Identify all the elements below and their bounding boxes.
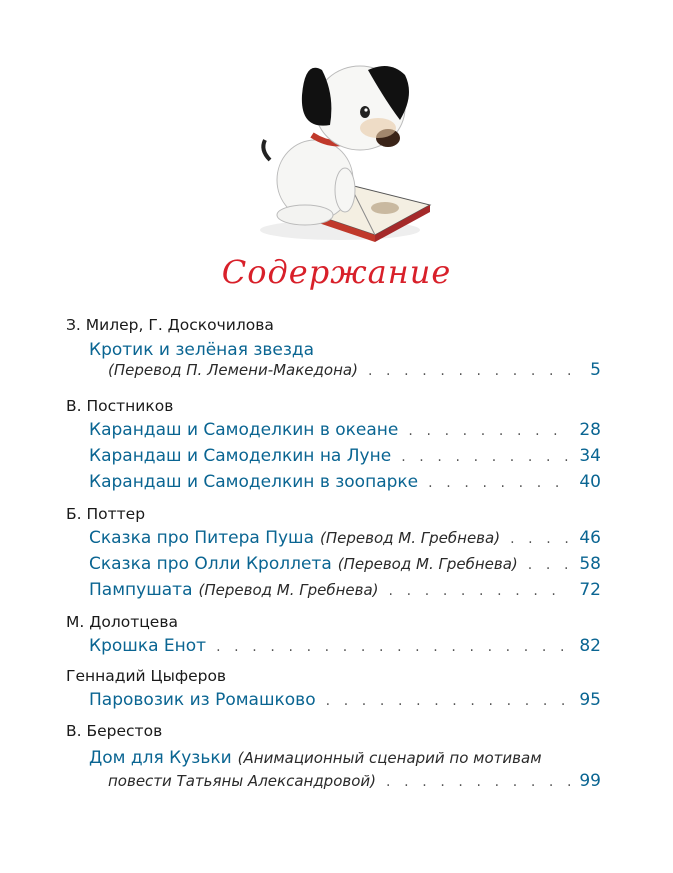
toc-entry[interactable]	[89, 690, 601, 714]
entry-title: Сказка про Питера Пуша	[89, 528, 315, 548]
leader-dots	[216, 639, 571, 655]
entry-note: (Анимационный сценарий по мотивам	[237, 749, 542, 767]
entry-title: Крошка Енот	[89, 636, 207, 656]
entry-title: Карандаш и Самоделкин в океане	[89, 420, 399, 440]
puppy-reading-book-illustration	[240, 40, 440, 250]
entry-title: Дом для Кузьки	[89, 748, 232, 768]
leader-dots	[368, 363, 582, 379]
toc-entry[interactable]	[89, 748, 601, 772]
page-number: 40	[579, 472, 601, 492]
author-name: М. Долотцева	[66, 613, 178, 631]
toc-entry[interactable]	[89, 528, 601, 552]
entry-note: (Перевод М. Гребнева)	[320, 529, 501, 547]
leader-dots	[386, 774, 571, 790]
leader-dots	[528, 557, 572, 573]
page-number: 95	[579, 690, 601, 710]
toc-entry[interactable]	[89, 580, 601, 604]
author-name: В. Берестов	[66, 722, 163, 740]
entry-title: Паровозик из Ромашково	[89, 690, 316, 710]
entry-note: (Перевод П. Лемени-Македона)	[108, 361, 358, 379]
toc-entry[interactable]	[89, 554, 601, 578]
page-number: 46	[579, 528, 601, 548]
entry-note: (Перевод М. Гребнева)	[337, 555, 518, 573]
leader-dots	[326, 693, 572, 709]
entry-title: Карандаш и Самоделкин на Луне	[89, 446, 392, 466]
leader-dots	[510, 531, 571, 547]
author-name: З. Милер, Г. Доскочилова	[66, 316, 274, 334]
toc-entry[interactable]	[89, 446, 601, 470]
author-name: Б. Поттер	[66, 505, 146, 523]
author-name: Геннадий Цыферов	[66, 667, 227, 685]
leader-dots	[408, 423, 571, 439]
page-number: 58	[579, 554, 601, 574]
entry-title: Сказка про Олли Кроллета	[89, 554, 332, 574]
entry-title: Карандаш и Самоделкин в зоопарке	[89, 472, 419, 492]
toc-title: Содержание	[221, 253, 452, 291]
leader-dots	[389, 583, 572, 599]
page-number: 5	[590, 360, 601, 380]
leader-dots	[401, 449, 571, 465]
page-number: 82	[579, 636, 601, 656]
toc-entry[interactable]	[89, 420, 601, 444]
entry-note: повести Татьяны Александровой)	[108, 772, 377, 790]
page-number: 28	[579, 420, 601, 440]
page-number: 72	[579, 580, 601, 600]
toc-entry-continuation[interactable]	[108, 360, 601, 384]
toc-entry-continuation[interactable]	[108, 771, 601, 795]
toc-entry[interactable]	[89, 472, 601, 496]
entry-title: Кротик и зелёная звезда	[89, 340, 315, 360]
page-number: 99	[579, 771, 601, 791]
entry-note: (Перевод М. Гребнева)	[198, 581, 379, 599]
entry-title: Пампушата	[89, 580, 193, 600]
leader-dots	[428, 475, 571, 491]
author-name: В. Постников	[66, 397, 174, 415]
page-number: 34	[579, 446, 601, 466]
toc-entry[interactable]	[89, 636, 601, 660]
